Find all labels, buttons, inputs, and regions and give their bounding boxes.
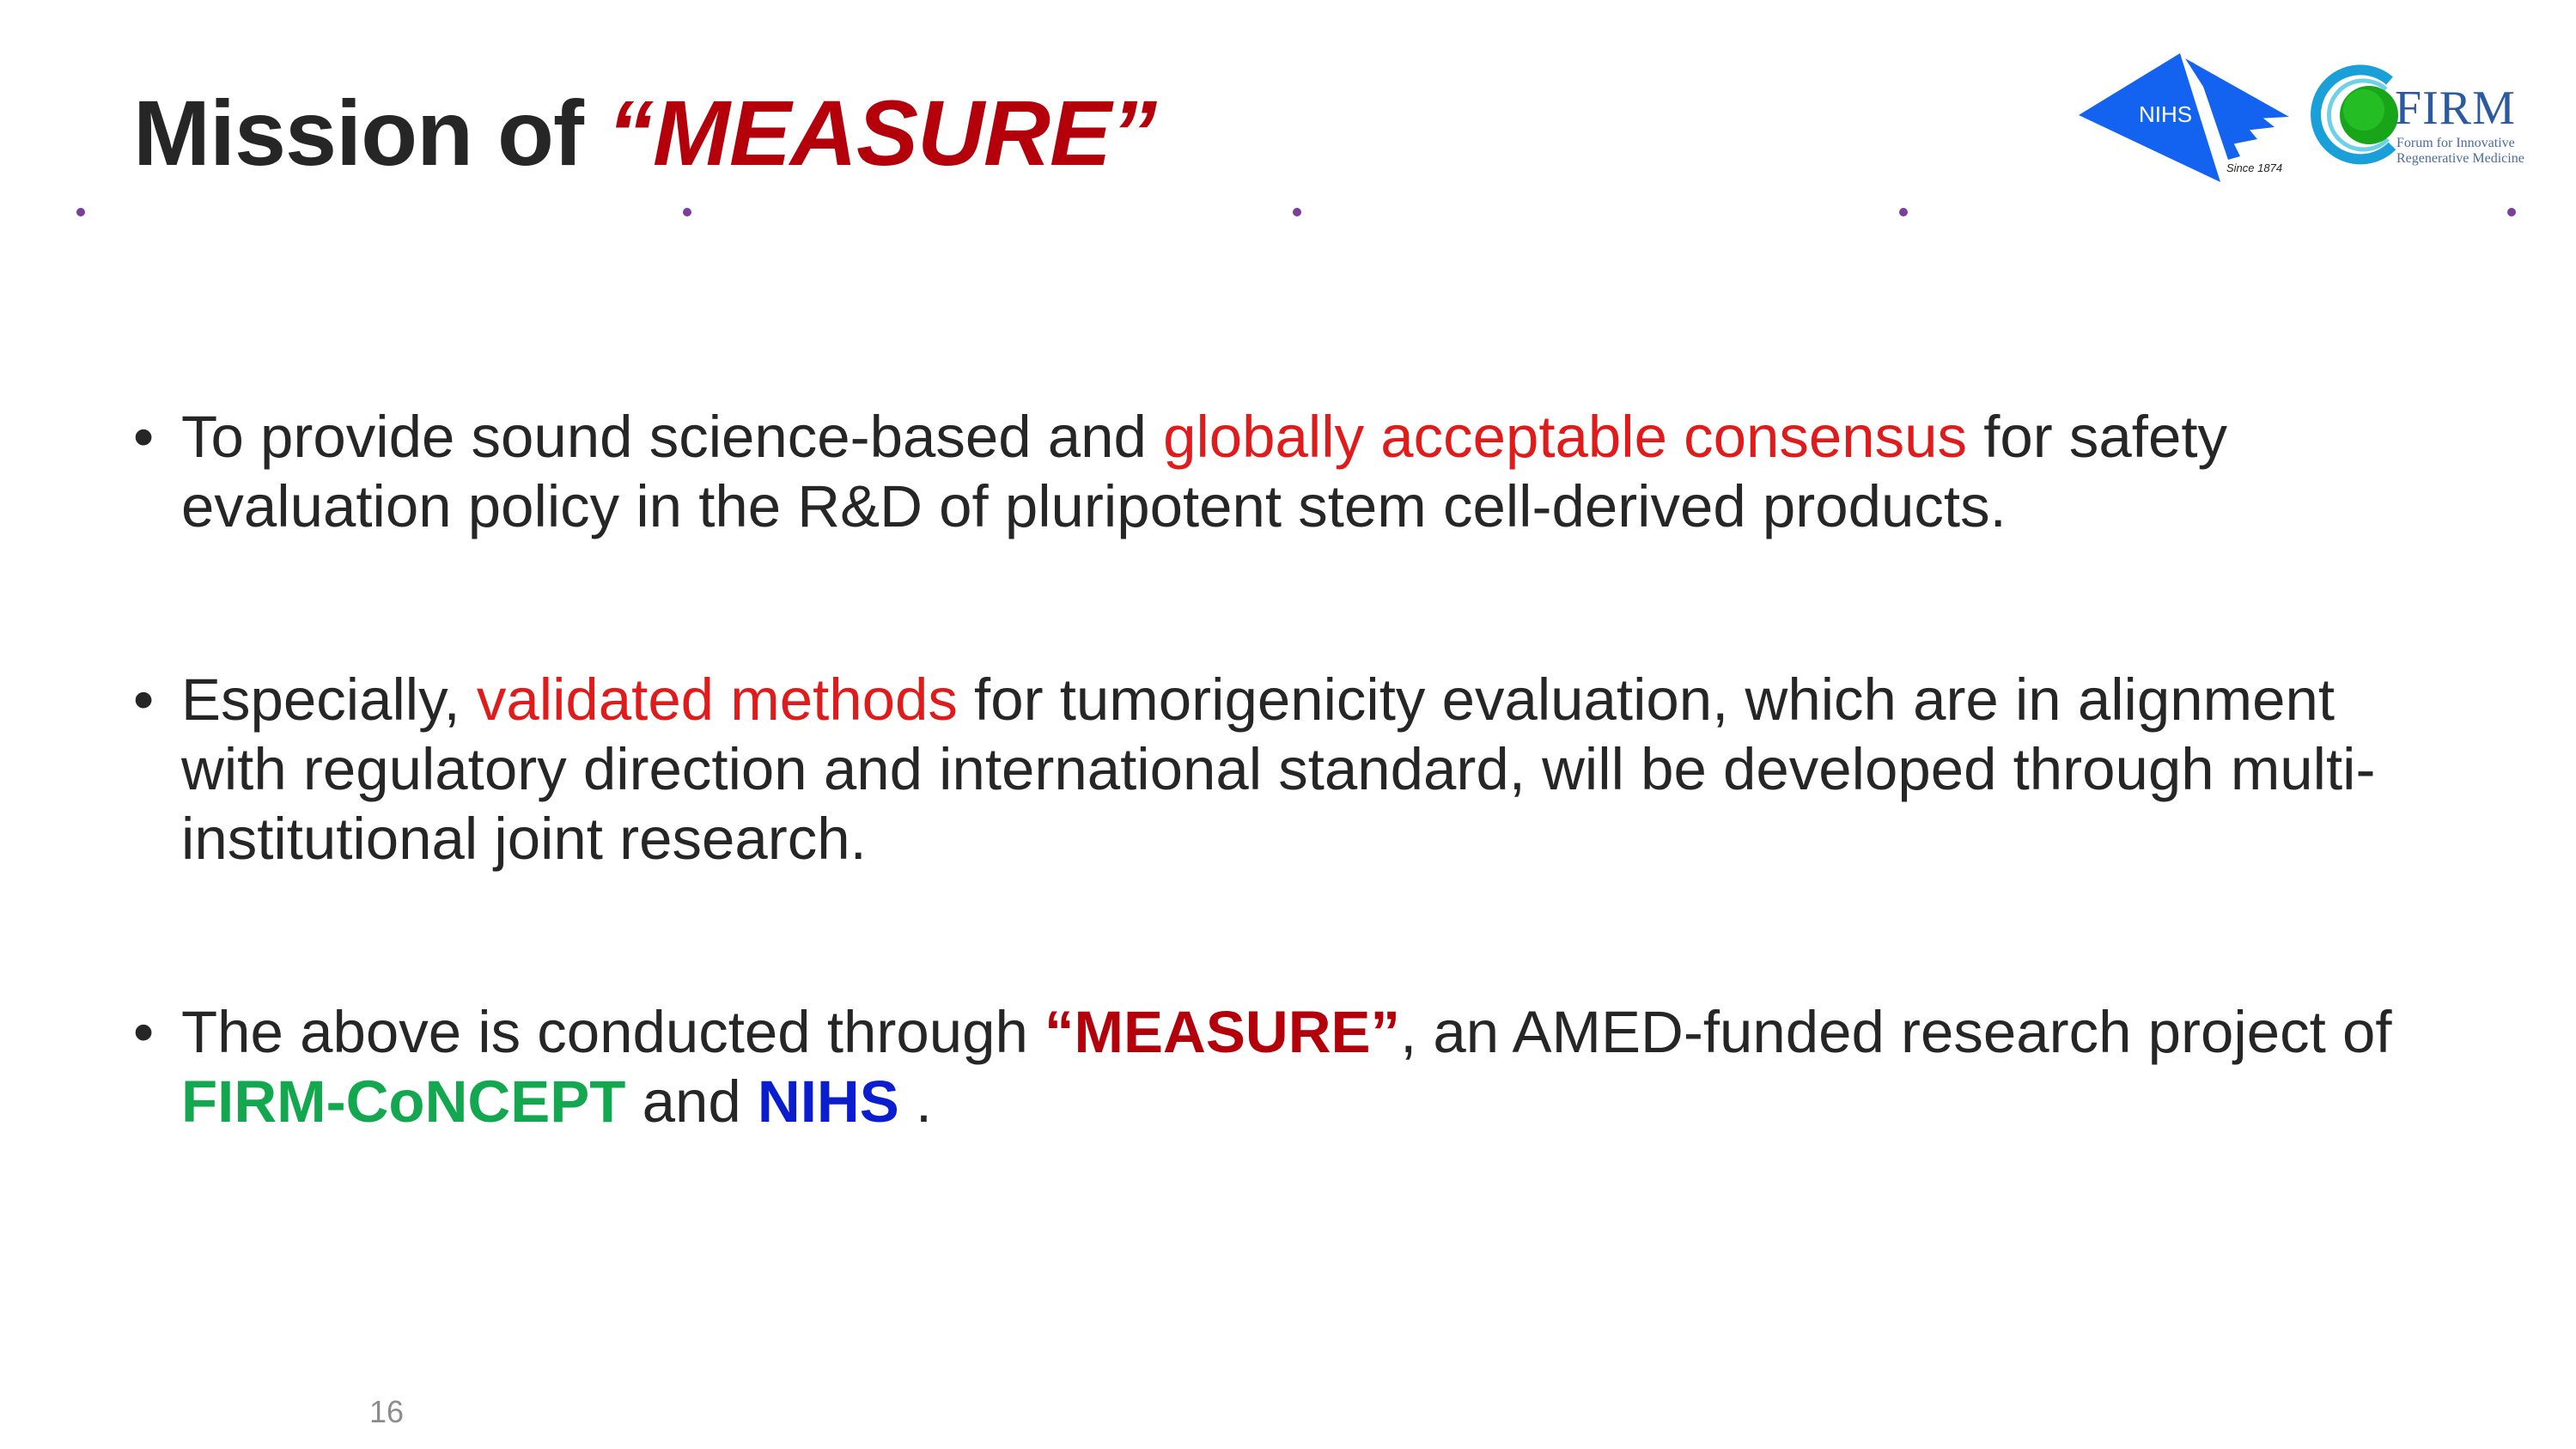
bullet-highlight-red: globally acceptable consensus: [1163, 404, 1968, 470]
nihs-logo: [2079, 53, 2289, 182]
nihs-since-text: Since 1874: [2226, 161, 2283, 174]
nihs-logo-text: NIHS: [2139, 101, 2193, 127]
bullet-text: To provide sound science-based and: [181, 404, 1164, 470]
bullet-dot: •: [133, 404, 155, 470]
bullet-dot: •: [133, 999, 155, 1065]
slide-title: [133, 73, 1156, 193]
firm-subtitle-line2: Regenerative Medicine: [2396, 151, 2524, 166]
firm-logo-subtitle: [2396, 136, 2524, 167]
bullet-list: [133, 402, 2452, 1136]
bullet-dot: •: [133, 667, 155, 733]
bullet-text: .: [898, 1068, 933, 1135]
nihs-logo-mark: [2079, 53, 2289, 182]
bullet-item: [133, 402, 2452, 541]
title-divider: [69, 203, 2543, 222]
firm-subtitle-line1: Forum for Innovative: [2396, 136, 2515, 150]
firm-logo-name: FIRM: [2395, 82, 2516, 135]
bullet-text: Especially,: [181, 667, 477, 733]
bullet-text: and: [625, 1068, 758, 1135]
firm-logo: [2311, 62, 2543, 174]
bullet-item: [133, 665, 2452, 874]
bullet-text: The above is conducted through: [181, 999, 1045, 1065]
page-number: 16: [369, 1394, 405, 1429]
bullet-text: , an AMED-funded research project of: [1400, 999, 2392, 1065]
bullet-highlight-red: validated methods: [476, 667, 958, 733]
bullet-text: for safety evaluation policy in the R&D of pluripotent stem cell-derived products.: [181, 404, 2227, 539]
bullet-highlight-firm: FIRM-CoNCEPT: [181, 1068, 626, 1135]
bullet-text: for tumorigenicity evaluation, which are in alignment with regulatory direction and international standard, will be developed through multi-institutional joint research.: [181, 667, 2376, 872]
title-highlight: “MEASURE”: [607, 81, 1157, 185]
bullet-highlight-nihs: NIHS: [757, 1068, 899, 1135]
bullet-highlight-measure: “MEASURE”: [1044, 999, 1401, 1065]
title-prefix: Mission of: [133, 81, 583, 185]
bullet-item: [133, 997, 2452, 1136]
